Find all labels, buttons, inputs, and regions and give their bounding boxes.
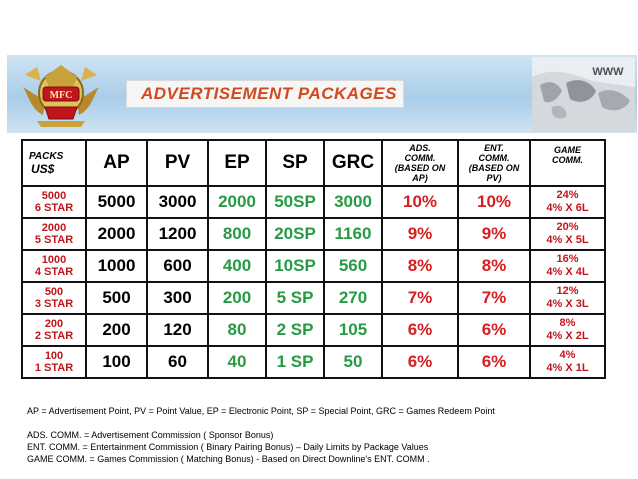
table-header-row xyxy=(22,140,605,186)
pv-cell: 60 xyxy=(147,346,208,378)
pv-cell: 3000 xyxy=(147,186,208,218)
note-game-comm: GAME COMM. = Games Commission ( Matching Bonus) - Based on Direct Downline's ENT. COMM . xyxy=(27,454,430,464)
ent-comm-cell: 7% xyxy=(458,282,530,314)
pv-cell: 300 xyxy=(147,282,208,314)
ads-comm-cell: 8% xyxy=(382,250,458,282)
table-row xyxy=(22,346,605,378)
sp-cell: 1 SP xyxy=(266,346,324,378)
ap-cell: 1000 xyxy=(86,250,147,282)
grc-cell: 1160 xyxy=(324,218,382,250)
game-comm-cell: 16% 4% X 4L xyxy=(530,250,605,282)
note-ads-comm: ADS. COMM. = Advertisement Commission ( Sponsor Bonus) xyxy=(27,430,274,440)
ent-comm-cell: 10% xyxy=(458,186,530,218)
legend-notes xyxy=(27,405,632,465)
ads-comm-cell: 9% xyxy=(382,218,458,250)
pv-cell: 600 xyxy=(147,250,208,282)
sp-cell: 10SP xyxy=(266,250,324,282)
logo-text: MFC xyxy=(49,90,73,101)
package-cell: 5000 6 STAR xyxy=(22,186,86,218)
globe-www-graphic xyxy=(532,57,635,132)
ap-cell: 500 xyxy=(86,282,147,314)
ap-cell: 100 xyxy=(86,346,147,378)
globe-text: WWW xyxy=(592,66,624,78)
game-comm-cell: 24% 4% X 6L xyxy=(530,186,605,218)
ep-cell: 200 xyxy=(208,282,266,314)
header-packs: PACKS US$ xyxy=(22,140,86,186)
ent-comm-cell: 6% xyxy=(458,314,530,346)
game-comm-cell: 12% 4% X 3L xyxy=(530,282,605,314)
package-cell: 200 2 STAR xyxy=(22,314,86,346)
grc-cell: 270 xyxy=(324,282,382,314)
package-cell: 1000 4 STAR xyxy=(22,250,86,282)
page-title: ADVERTISEMENT PACKAGES xyxy=(141,84,397,103)
header-sp: SP xyxy=(266,140,324,186)
note-ent-comm: ENT. COMM. = Entertainment Commission ( Binary Pairing Bonus) – Daily Limits by Package Values xyxy=(27,442,429,452)
table-row xyxy=(22,282,605,314)
grc-cell: 3000 xyxy=(324,186,382,218)
grc-cell: 560 xyxy=(324,250,382,282)
sp-cell: 2 SP xyxy=(266,314,324,346)
ep-cell: 2000 xyxy=(208,186,266,218)
ap-cell: 200 xyxy=(86,314,147,346)
game-comm-cell: 4% 4% X 1L xyxy=(530,346,605,378)
title-banner xyxy=(126,80,404,108)
pv-cell: 120 xyxy=(147,314,208,346)
table-row xyxy=(22,250,605,282)
ent-comm-cell: 8% xyxy=(458,250,530,282)
ent-comm-cell: 6% xyxy=(458,346,530,378)
header-ep: EP xyxy=(208,140,266,186)
game-comm-cell: 8% 4% X 2L xyxy=(530,314,605,346)
grc-cell: 50 xyxy=(324,346,382,378)
ep-cell: 40 xyxy=(208,346,266,378)
ads-comm-cell: 6% xyxy=(382,314,458,346)
table-row xyxy=(22,218,605,250)
header-pv: PV xyxy=(147,140,208,186)
mfc-logo xyxy=(15,57,107,131)
header-game-comm: GAME COMM. xyxy=(530,140,605,186)
header-grc: GRC xyxy=(324,140,382,186)
ap-cell: 2000 xyxy=(86,218,147,250)
grc-cell: 105 xyxy=(324,314,382,346)
table-row xyxy=(22,186,605,218)
ads-comm-cell: 6% xyxy=(382,346,458,378)
header-ap: AP xyxy=(86,140,147,186)
ent-comm-cell: 9% xyxy=(458,218,530,250)
game-comm-cell: 20% 4% X 5L xyxy=(530,218,605,250)
sp-cell: 5 SP xyxy=(266,282,324,314)
ep-cell: 400 xyxy=(208,250,266,282)
sp-cell: 50SP xyxy=(266,186,324,218)
package-cell: 2000 5 STAR xyxy=(22,218,86,250)
package-cell: 100 1 STAR xyxy=(22,346,86,378)
note-abbreviations: AP = Advertisement Point, PV = Point Value, EP = Electronic Point, SP = Special Point, GRC = Games Redeem Point xyxy=(27,406,495,416)
packages-table-container xyxy=(21,139,628,379)
table-row xyxy=(22,314,605,346)
header-ads-comm: ADS. COMM. (BASED ON AP) xyxy=(382,140,458,186)
header-ent-comm: ENT. COMM. (BASED ON PV) xyxy=(458,140,530,186)
ap-cell: 5000 xyxy=(86,186,147,218)
sp-cell: 20SP xyxy=(266,218,324,250)
ep-cell: 80 xyxy=(208,314,266,346)
packages-table xyxy=(21,139,606,379)
pv-cell: 1200 xyxy=(147,218,208,250)
ads-comm-cell: 7% xyxy=(382,282,458,314)
ads-comm-cell: 10% xyxy=(382,186,458,218)
ep-cell: 800 xyxy=(208,218,266,250)
package-cell: 500 3 STAR xyxy=(22,282,86,314)
